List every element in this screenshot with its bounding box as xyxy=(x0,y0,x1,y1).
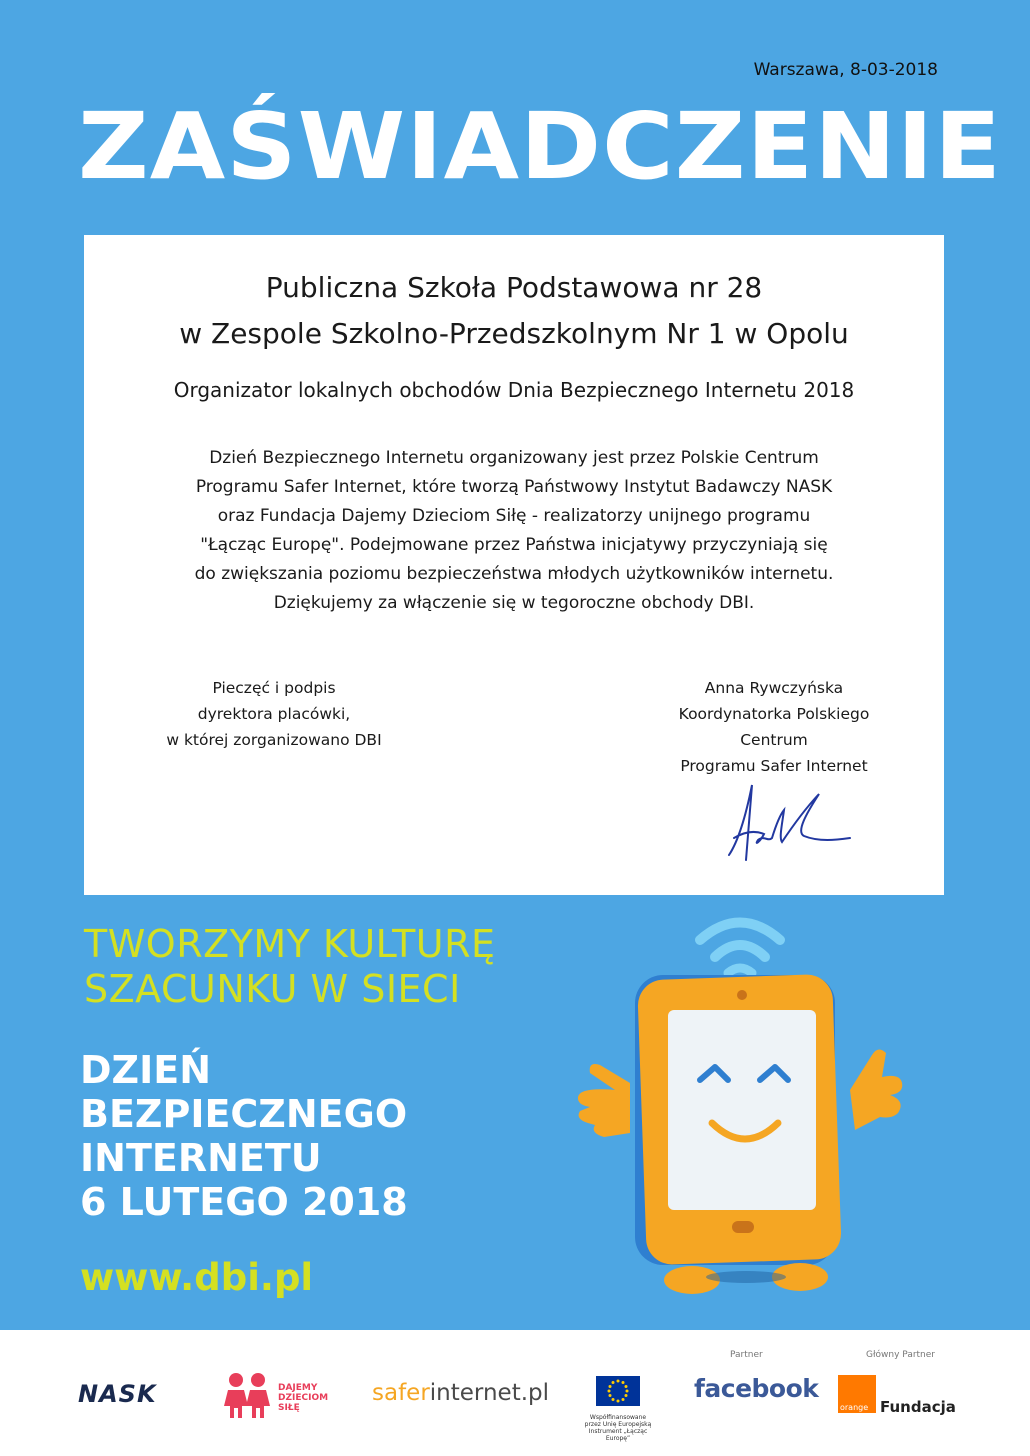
saferinternet-logo xyxy=(372,1380,549,1406)
slogan-line: TWORZYMY KULTURĘ xyxy=(84,922,496,966)
director-signature-block xyxy=(124,675,424,753)
footer-logos xyxy=(0,1330,1030,1456)
fundacja-label: Fundacja xyxy=(880,1398,956,1416)
event-line: DZIEŃ xyxy=(80,1048,211,1092)
dds-line: DAJEMY xyxy=(278,1383,318,1393)
safer-part: safer xyxy=(372,1380,430,1406)
body-text xyxy=(134,444,894,618)
orange-logo-icon xyxy=(838,1375,876,1413)
sig-right-line: Anna Rywczyńska xyxy=(704,679,844,697)
school-line-2: w Zespole Szkolno-Przedszkolnym Nr 1 w Opolu xyxy=(179,317,849,350)
sig-right-line: Programu Safer Internet xyxy=(680,757,868,775)
nask-logo: NASK xyxy=(78,1380,157,1408)
dds-line: SIŁĘ xyxy=(278,1403,300,1413)
facebook-logo: facebook xyxy=(694,1374,819,1403)
organizer-line: Organizator lokalnych obchodów Dnia Bezpiecznego Internetu 2018 xyxy=(173,378,855,402)
internet-part: internet xyxy=(429,1380,521,1406)
slogan xyxy=(84,922,496,1012)
eu-flag-icon xyxy=(596,1376,640,1406)
handwritten-signature xyxy=(724,780,854,870)
eu-caption-line: Instrument „Łącząc Europę” xyxy=(588,1428,648,1442)
event-line: BEZPIECZNEGO xyxy=(80,1092,408,1136)
eu-caption-line: Współfinansowane xyxy=(589,1414,647,1421)
dajemy-dzieciom-sile-text xyxy=(278,1383,328,1413)
dds-line: DZIECIOM xyxy=(278,1393,329,1403)
wifi-icon xyxy=(700,923,780,941)
website-url: www.dbi.pl xyxy=(80,1256,314,1299)
event-line: 6 LUTEGO 2018 xyxy=(80,1180,408,1224)
body-line: do zwiększania poziomu bezpieczeństwa młodych użytkowników internetu. xyxy=(194,564,834,584)
sig-left-line: w której zorganizowano DBI xyxy=(166,731,382,749)
body-line: Dzień Bezpiecznego Internetu organizowany jest przez Polskie Centrum xyxy=(209,448,819,468)
pl-part: .pl xyxy=(520,1380,550,1406)
slogan-line: SZACUNKU W SIECI xyxy=(84,967,461,1011)
dajemy-dzieciom-sile-logo-icon xyxy=(222,1370,274,1420)
phone-mascot-illustration xyxy=(560,905,920,1315)
eu-caption-line: przez Unię Europejską xyxy=(584,1421,652,1428)
sig-right-line: Koordynatorka Polskiego xyxy=(678,705,870,723)
main-partner-label: Główny Partner xyxy=(866,1350,935,1360)
body-line: Dziękujemy za włączenie się w tegoroczne obchody DBI. xyxy=(273,593,755,613)
date: Warszawa, 8-03-2018 xyxy=(753,60,938,80)
sig-left-line: Pieczęć i podpis xyxy=(212,679,336,697)
event-line: INTERNETU xyxy=(80,1136,322,1180)
eu-caption xyxy=(578,1414,658,1442)
certificate-card xyxy=(84,235,944,895)
event-title xyxy=(80,1048,408,1224)
sig-left-line: dyrektora placówki, xyxy=(197,705,351,723)
school-line-1: Publiczna Szkoła Podstawowa nr 28 xyxy=(265,271,763,304)
coordinator-signature-block xyxy=(624,675,924,779)
body-line: "Łącząc Europę". Podejmowane przez Państwa inicjatywy przyczyniają się xyxy=(200,535,828,555)
eu-funding-logo xyxy=(578,1376,658,1442)
body-line: Programu Safer Internet, które tworzą Państwowy Instytut Badawczy NASK xyxy=(195,477,833,497)
certificate-title: ZAŚWIADCZENIE xyxy=(78,93,1002,200)
partner-label: Partner xyxy=(730,1350,763,1360)
school-name xyxy=(84,265,944,357)
sig-right-line: Centrum xyxy=(740,731,808,749)
orange-label: orange xyxy=(840,1403,869,1412)
body-line: oraz Fundacja Dajemy Dzieciom Siłę - realizatorzy unijnego programu xyxy=(217,506,811,526)
